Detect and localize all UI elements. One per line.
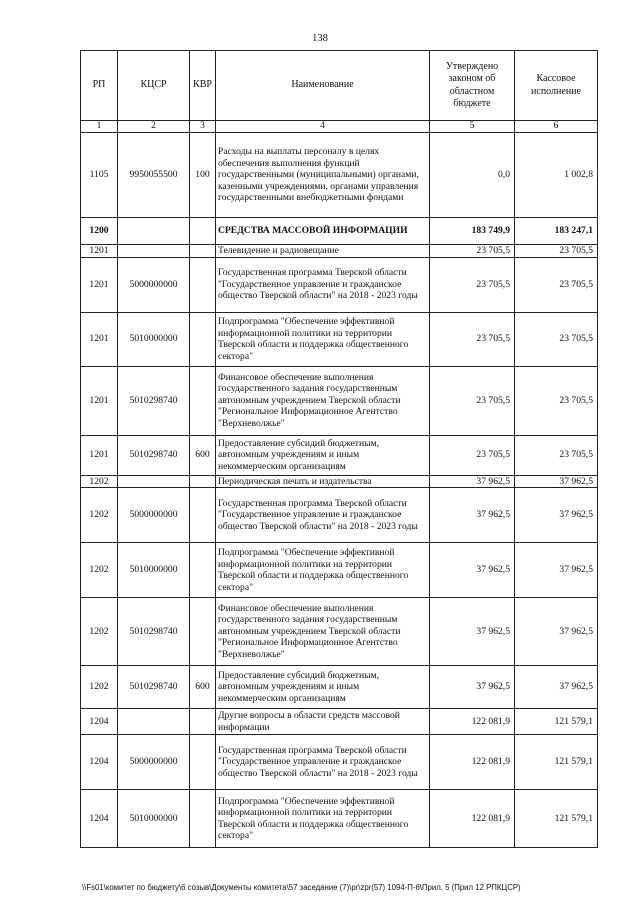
row-kcsr-cell: 5000000000 [118, 257, 190, 312]
row-kvr-cell [190, 709, 216, 735]
row-kcsr-cell: 9950055500 [118, 133, 190, 218]
row-rp-cell: 1201 [81, 245, 118, 258]
table-row [81, 435, 598, 475]
row-name-cell: СРЕДСТВА МАССОВОЙ ИНФОРМАЦИИ [216, 218, 430, 245]
table-header-row [81, 51, 598, 121]
row-executed-cell: 183 247,1 [515, 218, 598, 245]
column-number: 3 [190, 121, 216, 133]
table-row [81, 598, 598, 666]
row-executed-cell: 37 962,5 [515, 475, 598, 488]
row-rp-cell: 1201 [81, 312, 118, 366]
row-kcsr-cell: 5010298740 [118, 366, 190, 435]
row-kcsr-cell [118, 218, 190, 245]
row-executed-cell: 1 002,8 [515, 133, 598, 218]
table-row [81, 475, 598, 488]
row-executed-cell: 37 962,5 [515, 666, 598, 709]
row-name-cell: Подпрограмма "Обеспечение эффективной информационной политики на территории Тверской области и поддержка общественного сектора" [216, 543, 430, 598]
row-executed-cell: 121 579,1 [515, 790, 598, 848]
row-name-cell: Предоставление субсидий бюджетным, автономным учреждениям и иным некоммерческим организациям [216, 435, 430, 475]
table-row [81, 488, 598, 543]
row-kcsr-cell: 5010298740 [118, 598, 190, 666]
row-kvr-cell [190, 598, 216, 666]
row-approved-cell: 122 081,9 [430, 790, 515, 848]
row-rp-cell: 1201 [81, 366, 118, 435]
table-row [81, 245, 598, 258]
table-row [81, 790, 598, 848]
header-rp: РП [81, 51, 118, 121]
column-number: 1 [81, 121, 118, 133]
row-name-cell: Государственная программа Тверской области "Государственное управление и гражданское общество Тверской области" на 2018 - 2023 годы [216, 257, 430, 312]
table-row [81, 666, 598, 709]
row-rp-cell: 1202 [81, 488, 118, 543]
table-row [81, 366, 598, 435]
row-kvr-cell [190, 475, 216, 488]
table-row [81, 709, 598, 735]
row-approved-cell: 23 705,5 [430, 257, 515, 312]
row-approved-cell: 122 081,9 [430, 709, 515, 735]
row-name-cell: Другие вопросы в области средств массовой информации [216, 709, 430, 735]
row-kvr-cell [190, 543, 216, 598]
row-kvr-cell [190, 312, 216, 366]
row-approved-cell: 37 962,5 [430, 666, 515, 709]
row-approved-cell: 23 705,5 [430, 435, 515, 475]
table-row [81, 133, 598, 218]
file-path-footer: \\Fs01\комитет по бюджету\6 созыв\Документы комитета\57 заседание (7)\pr\zpr(57) 1094-П-6\Прил. 5 (Прил 12 РПКЦСР) [82, 883, 521, 892]
row-name-cell: Расходы на выплаты персоналу в целях обеспечения выполнения функций государственными (муниципальными) органами, казенными учреждениями, органами управления государственными внебюджетными фондами [216, 133, 430, 218]
row-executed-cell: 121 579,1 [515, 735, 598, 790]
row-kvr-cell: 600 [190, 435, 216, 475]
column-number-row [81, 121, 598, 133]
row-rp-cell: 1204 [81, 709, 118, 735]
row-kcsr-cell [118, 709, 190, 735]
row-name-cell: Финансовое обеспечение выполнения государственного задания государственным автономным учреждением Тверской области "Региональное Информационное Агентство "Верхневолжье" [216, 598, 430, 666]
column-number: 4 [216, 121, 430, 133]
row-kcsr-cell: 5000000000 [118, 735, 190, 790]
row-kvr-cell [190, 218, 216, 245]
header-approved: Утверждено законом об областном бюджете [430, 51, 515, 121]
row-rp-cell: 1201 [81, 257, 118, 312]
row-name-cell: Периодическая печать и издательства [216, 475, 430, 488]
table-row [81, 312, 598, 366]
row-rp-cell: 1202 [81, 475, 118, 488]
row-rp-cell: 1105 [81, 133, 118, 218]
table-row [81, 735, 598, 790]
header-kvr: КВР [190, 51, 216, 121]
row-approved-cell: 37 962,5 [430, 598, 515, 666]
column-number: 6 [515, 121, 598, 133]
row-kcsr-cell: 5010000000 [118, 543, 190, 598]
column-number: 5 [430, 121, 515, 133]
row-kvr-cell: 100 [190, 133, 216, 218]
row-approved-cell: 37 962,5 [430, 488, 515, 543]
row-kvr-cell [190, 366, 216, 435]
row-kcsr-cell: 5010000000 [118, 790, 190, 848]
row-rp-cell: 1201 [81, 435, 118, 475]
row-kcsr-cell [118, 475, 190, 488]
row-executed-cell: 23 705,5 [515, 366, 598, 435]
row-name-cell: Государственная программа Тверской области "Государственное управление и гражданское общество Тверской области" на 2018 - 2023 годы [216, 488, 430, 543]
row-kcsr-cell: 5000000000 [118, 488, 190, 543]
row-kvr-cell [190, 245, 216, 258]
row-approved-cell: 37 962,5 [430, 475, 515, 488]
header-executed: Кассовое исполнение [515, 51, 598, 121]
row-approved-cell: 0,0 [430, 133, 515, 218]
row-name-cell: Финансовое обеспечение выполнения государственного задания государственным автономным учреждением Тверской области "Региональное Информационное Агентство "Верхневолжье" [216, 366, 430, 435]
row-rp-cell: 1200 [81, 218, 118, 245]
row-name-cell: Государственная программа Тверской области "Государственное управление и гражданское общество Тверской области" на 2018 - 2023 годы [216, 735, 430, 790]
page-number: 138 [312, 33, 328, 44]
row-executed-cell: 23 705,5 [515, 312, 598, 366]
table-row [81, 257, 598, 312]
row-kvr-cell [190, 790, 216, 848]
row-rp-cell: 1204 [81, 735, 118, 790]
row-kvr-cell [190, 488, 216, 543]
budget-table [80, 50, 598, 848]
row-kcsr-cell: 5010298740 [118, 666, 190, 709]
row-executed-cell: 23 705,5 [515, 435, 598, 475]
table-row [81, 543, 598, 598]
row-rp-cell: 1202 [81, 543, 118, 598]
row-kvr-cell [190, 735, 216, 790]
row-executed-cell: 121 579,1 [515, 709, 598, 735]
row-name-cell: Предоставление субсидий бюджетным, автономным учреждениям и иным некоммерческим организациям [216, 666, 430, 709]
row-approved-cell: 23 705,5 [430, 312, 515, 366]
table-body [81, 133, 598, 848]
row-executed-cell: 37 962,5 [515, 543, 598, 598]
row-name-cell: Телевидение и радиовещание [216, 245, 430, 258]
row-approved-cell: 183 749,9 [430, 218, 515, 245]
row-kcsr-cell: 5010298740 [118, 435, 190, 475]
row-rp-cell: 1202 [81, 598, 118, 666]
header-kcsr: КЦСР [118, 51, 190, 121]
row-approved-cell: 122 081,9 [430, 735, 515, 790]
table-row [81, 218, 598, 245]
header-name: Наименование [216, 51, 430, 121]
row-rp-cell: 1202 [81, 666, 118, 709]
column-number: 2 [118, 121, 190, 133]
row-executed-cell: 37 962,5 [515, 488, 598, 543]
row-kvr-cell: 600 [190, 666, 216, 709]
row-kcsr-cell: 5010000000 [118, 312, 190, 366]
row-rp-cell: 1204 [81, 790, 118, 848]
row-kcsr-cell [118, 245, 190, 258]
row-approved-cell: 37 962,5 [430, 543, 515, 598]
row-name-cell: Подпрограмма "Обеспечение эффективной информационной политики на территории Тверской области и поддержка общественного сектора" [216, 790, 430, 848]
row-approved-cell: 23 705,5 [430, 366, 515, 435]
row-executed-cell: 23 705,5 [515, 257, 598, 312]
row-executed-cell: 23 705,5 [515, 245, 598, 258]
row-name-cell: Подпрограмма "Обеспечение эффективной информационной политики на территории Тверской области и поддержка общественного сектора" [216, 312, 430, 366]
row-executed-cell: 37 962,5 [515, 598, 598, 666]
row-kvr-cell [190, 257, 216, 312]
row-approved-cell: 23 705,5 [430, 245, 515, 258]
